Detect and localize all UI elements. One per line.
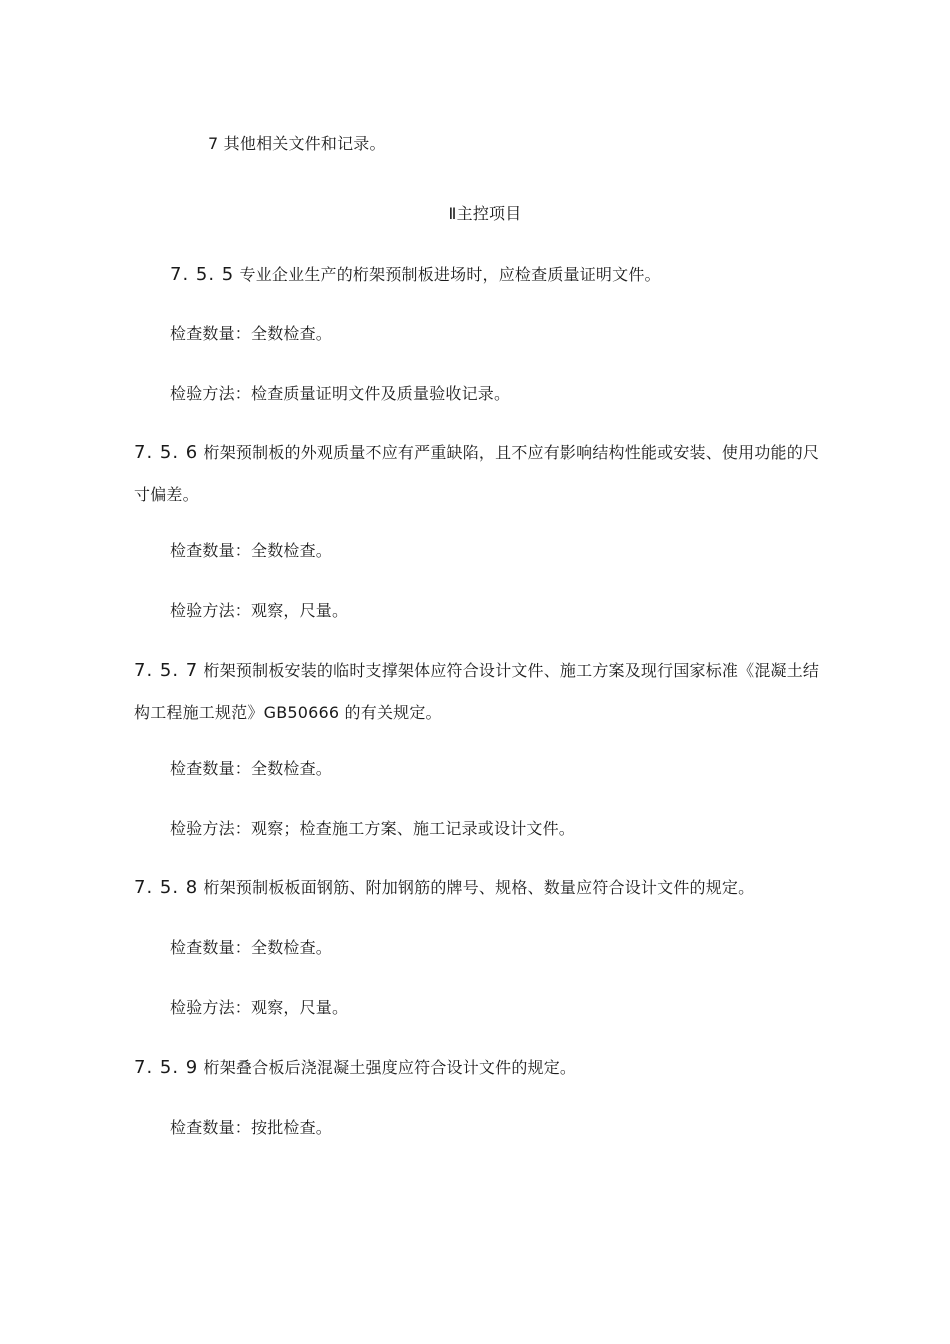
inspection-quantity: 检查数量：全数检查。	[170, 759, 333, 778]
clause-number: 7. 5. 7	[134, 660, 199, 681]
clause-number: 7. 5. 9	[134, 1057, 199, 1078]
clause-7-5-5	[170, 265, 661, 285]
inspection-quantity: 检查数量：按批检查。	[170, 1118, 333, 1137]
clause-text-continued: 寸偏差。	[134, 485, 199, 504]
inspection-method: 检验方法：观察，尺量。	[170, 998, 349, 1017]
inspection-quantity: 检查数量：全数检查。	[170, 541, 333, 560]
clause-7-5-9	[134, 1058, 576, 1078]
inspection-quantity: 检查数量：全数检查。	[170, 324, 333, 343]
clause-text-continued: 构工程施工规范》GB50666 的有关规定。	[134, 703, 442, 722]
clause-7-5-7	[134, 661, 819, 681]
clause-text: 桁架预制板安装的临时支撑架体应符合设计文件、施工方案及现行国家标准《混凝土结	[198, 661, 820, 680]
clause-text: 桁架预制板板面钢筋、附加钢筋的牌号、规格、数量应符合设计文件的规定。	[198, 878, 755, 897]
clause-number: 7. 5. 8	[134, 877, 199, 898]
clause-text: 桁架叠合板后浇混凝土强度应符合设计文件的规定。	[198, 1058, 577, 1077]
list-item-7: 7 其他相关文件和记录。	[208, 134, 386, 153]
clause-number: 7. 5. 5	[170, 264, 235, 285]
clause-7-5-8	[134, 878, 754, 898]
inspection-method: 检验方法：观察，尺量。	[170, 601, 349, 620]
clause-text: 桁架预制板的外观质量不应有严重缺陷，且不应有影响结构性能或安装、使用功能的尺	[198, 443, 820, 462]
section-title: Ⅱ主控项目	[448, 204, 522, 223]
clause-number: 7. 5. 6	[134, 442, 199, 463]
inspection-method: 检验方法：检查质量证明文件及质量验收记录。	[170, 384, 511, 403]
clause-7-5-6	[134, 443, 819, 463]
clause-text: 专业企业生产的桁架预制板进场时，应检查质量证明文件。	[234, 265, 661, 284]
inspection-method: 检验方法：观察；检查施工方案、施工记录或设计文件。	[170, 819, 576, 838]
inspection-quantity: 检查数量：全数检查。	[170, 938, 333, 957]
